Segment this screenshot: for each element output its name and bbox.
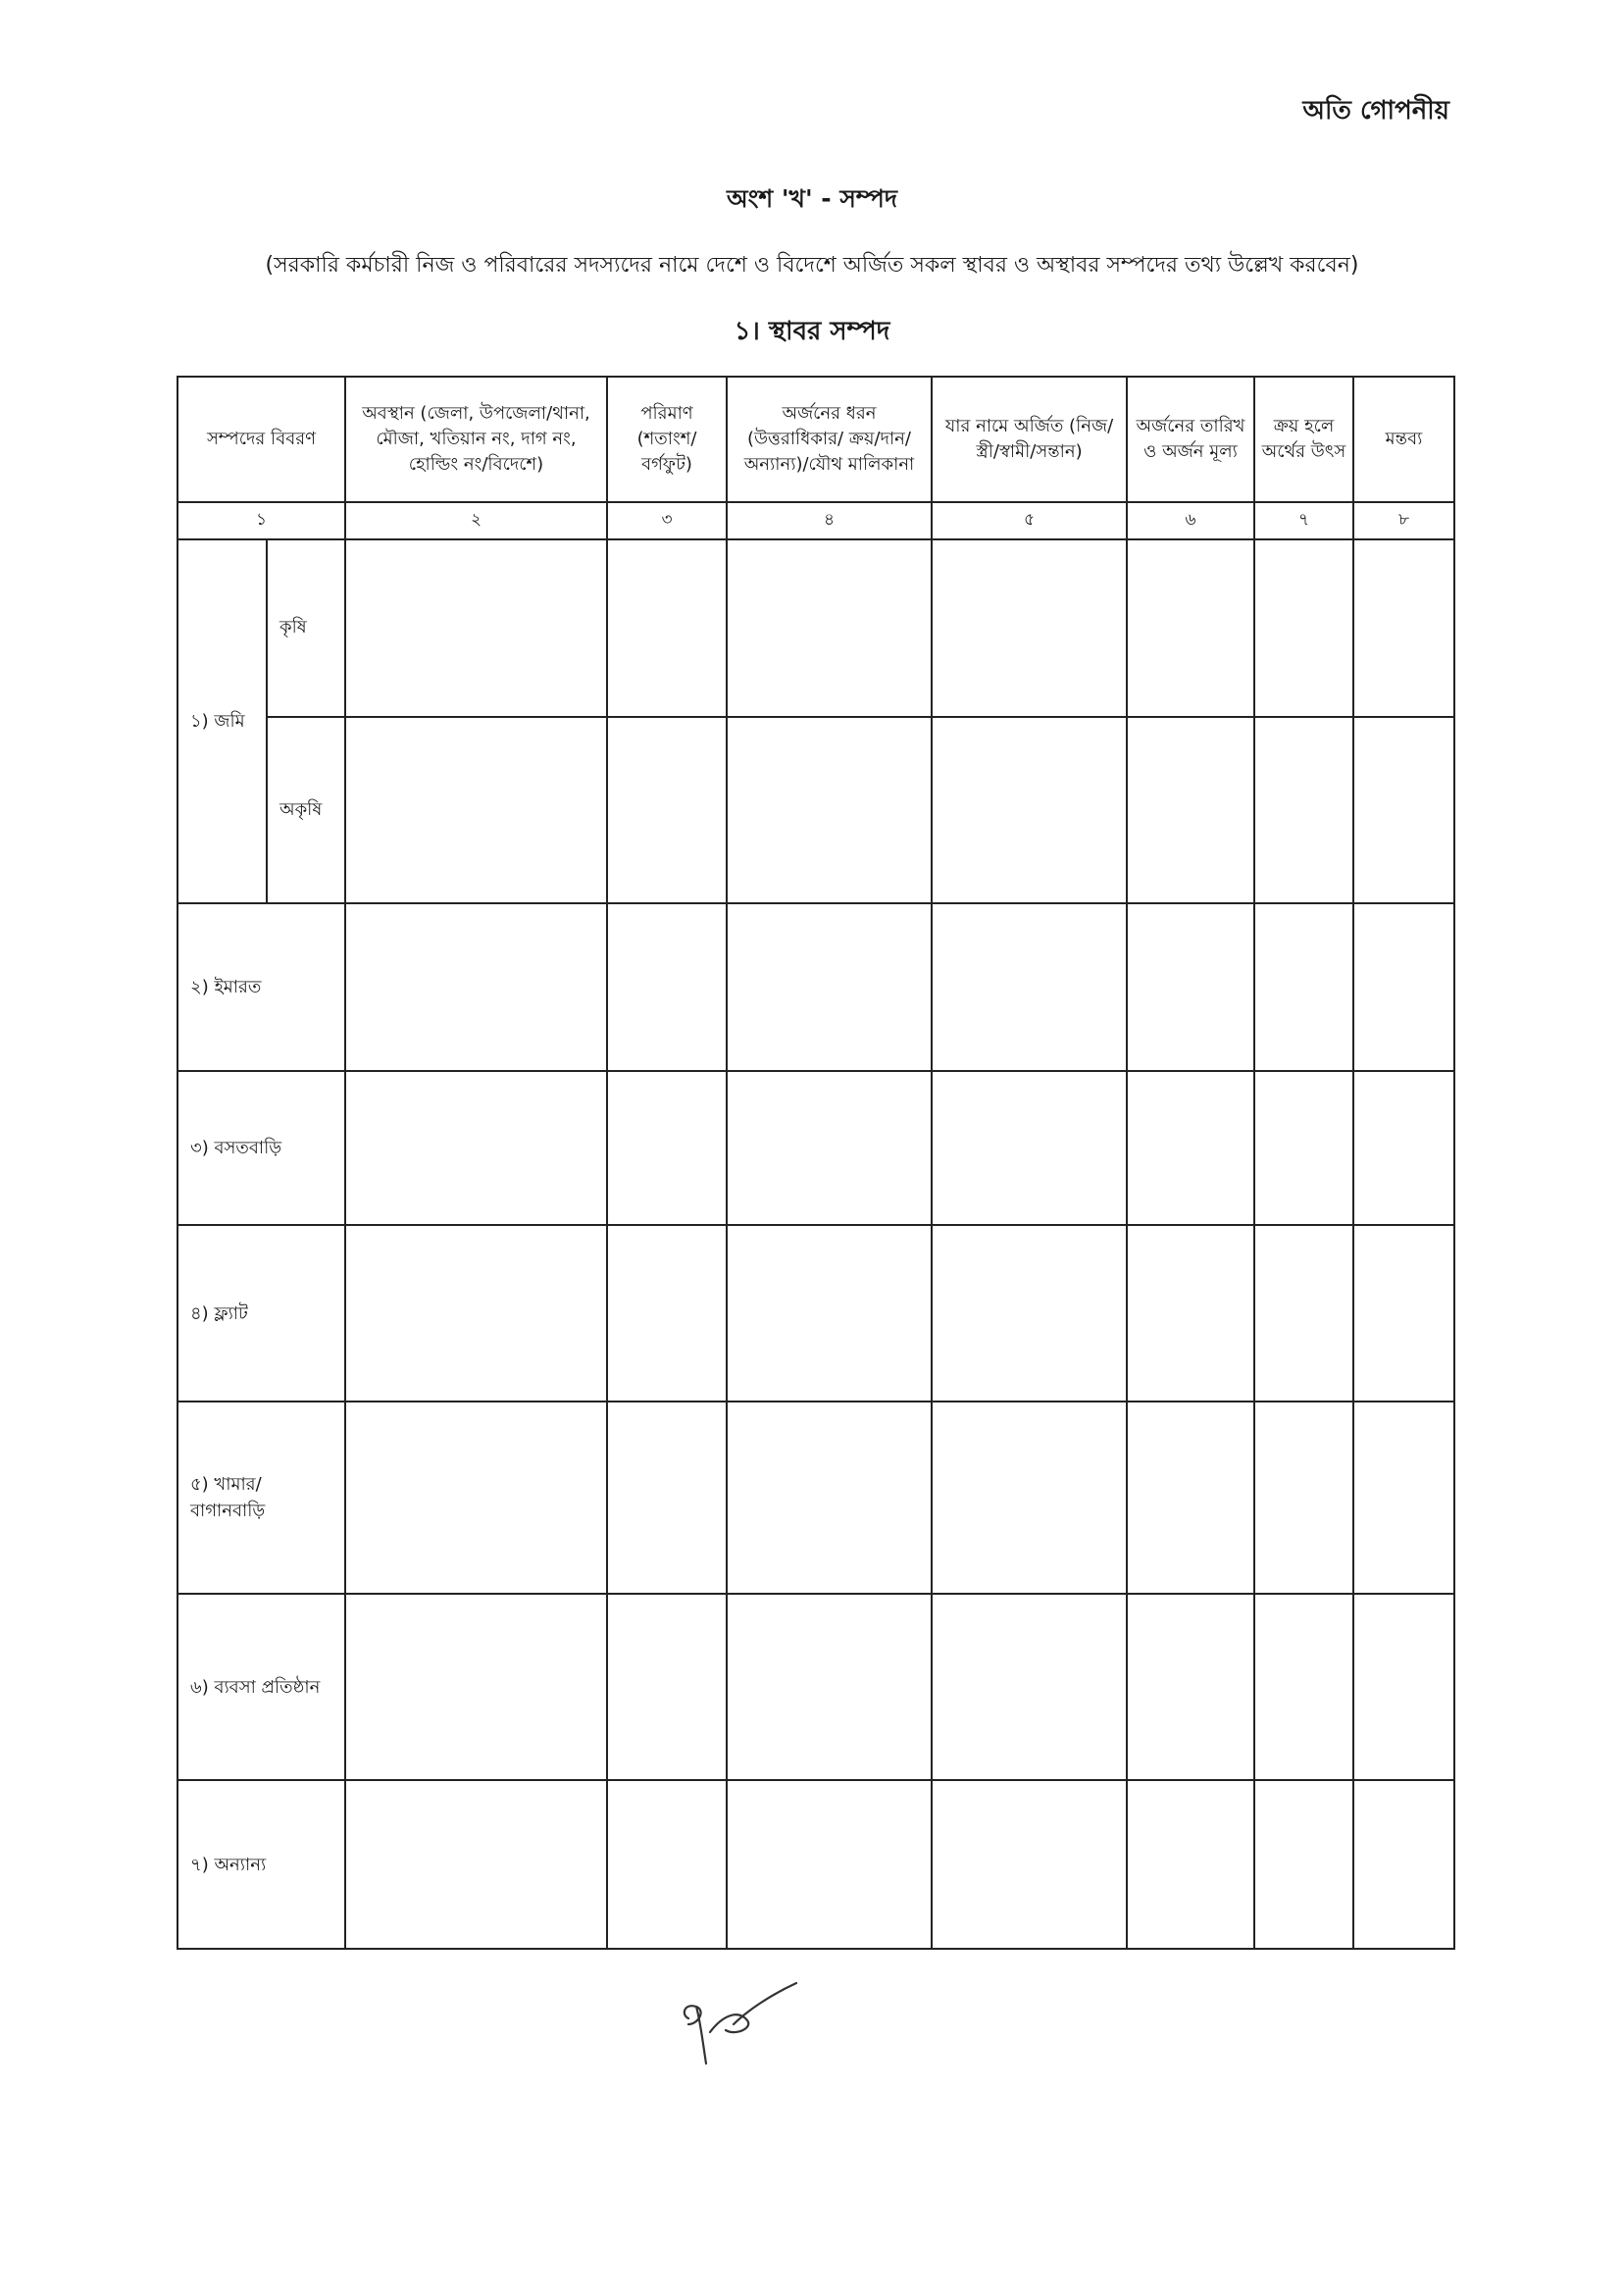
immovable-asset-table xyxy=(177,376,1455,1950)
entry-cell[interactable] xyxy=(1353,539,1454,717)
entry-cell[interactable] xyxy=(1127,1594,1254,1780)
entry-cell[interactable] xyxy=(1254,903,1353,1071)
entry-cell[interactable] xyxy=(727,1071,932,1225)
column-number: ৩ xyxy=(607,502,727,539)
table-row-business xyxy=(178,1594,1454,1780)
entry-cell[interactable] xyxy=(607,717,727,903)
header-fund-source: ক্রয় হলে অর্থের উৎস xyxy=(1254,377,1353,502)
entry-cell[interactable] xyxy=(607,1780,727,1949)
column-number: ২ xyxy=(345,502,607,539)
row-label-farm: ৫) খামার/ বাগানবাড়ি xyxy=(178,1402,345,1594)
entry-cell[interactable] xyxy=(345,1402,607,1594)
table-row-farm xyxy=(178,1402,1454,1594)
entry-cell[interactable] xyxy=(1353,1402,1454,1594)
section-title: ১। স্থাবর সম্পদ xyxy=(734,317,890,346)
entry-cell[interactable] xyxy=(727,1402,932,1594)
table-row-land-non-agricultural xyxy=(178,717,1454,903)
entry-cell[interactable] xyxy=(932,1780,1127,1949)
entry-cell[interactable] xyxy=(345,539,607,717)
classification-label: অতি গোপনীয় xyxy=(1302,96,1449,126)
signature-mark xyxy=(677,1981,804,2069)
entry-cell[interactable] xyxy=(1254,1780,1353,1949)
header-acquisition-date-value: অর্জনের তারিখ ও অর্জন মূল্য xyxy=(1127,377,1254,502)
entry-cell[interactable] xyxy=(607,1071,727,1225)
entry-cell[interactable] xyxy=(1353,1594,1454,1780)
part-title: অংশ 'খ' - সম্পদ xyxy=(726,184,898,213)
table-row-residence xyxy=(178,1071,1454,1225)
entry-cell[interactable] xyxy=(727,539,932,717)
entry-cell[interactable] xyxy=(1254,1402,1353,1594)
header-quantity: পরিমাণ (শতাংশ/ বর্গফুট) xyxy=(607,377,727,502)
entry-cell[interactable] xyxy=(1127,717,1254,903)
entry-cell[interactable] xyxy=(932,1402,1127,1594)
entry-cell[interactable] xyxy=(1127,903,1254,1071)
row-label-flat: ৪) ফ্ল্যাট xyxy=(178,1225,345,1402)
entry-cell[interactable] xyxy=(1127,1225,1254,1402)
table-row-flat xyxy=(178,1225,1454,1402)
row-label-other: ৭) অন্যান্য xyxy=(178,1780,345,1949)
row-label-building: ২) ইমারত xyxy=(178,903,345,1071)
table-row-other xyxy=(178,1780,1454,1949)
instruction-text: (সরকারি কর্মচারী নিজ ও পরিবারের সদস্যদের নামে দেশে ও বিদেশে অর্জিত সকল স্থাবর ও অস্থাবর সম্পদের তথ্য উল্লেখ করবেন) xyxy=(265,253,1359,278)
header-asset-description: সম্পদের বিবরণ xyxy=(178,377,345,502)
entry-cell[interactable] xyxy=(932,1225,1127,1402)
entry-cell[interactable] xyxy=(1127,539,1254,717)
row-label-business: ৬) ব্যবসা প্রতিষ্ঠান xyxy=(178,1594,345,1780)
entry-cell[interactable] xyxy=(607,903,727,1071)
entry-cell[interactable] xyxy=(607,1594,727,1780)
entry-cell[interactable] xyxy=(1254,717,1353,903)
sub-label-agricultural: কৃষি xyxy=(267,539,345,717)
entry-cell[interactable] xyxy=(1254,1594,1353,1780)
entry-cell[interactable] xyxy=(1353,1225,1454,1402)
table-row-building xyxy=(178,903,1454,1071)
entry-cell[interactable] xyxy=(345,717,607,903)
column-number: ৪ xyxy=(727,502,932,539)
entry-cell[interactable] xyxy=(345,1225,607,1402)
column-number: ৭ xyxy=(1254,502,1353,539)
entry-cell[interactable] xyxy=(607,1225,727,1402)
header-acquisition-type: অর্জনের ধরন (উত্তরাধিকার/ ক্রয়/দান/অন্যান্য)/যৌথ মালিকানা xyxy=(727,377,932,502)
entry-cell[interactable] xyxy=(1127,1402,1254,1594)
header-row xyxy=(178,377,1454,502)
entry-cell[interactable] xyxy=(1353,903,1454,1071)
entry-cell[interactable] xyxy=(727,717,932,903)
entry-cell[interactable] xyxy=(932,539,1127,717)
entry-cell[interactable] xyxy=(932,717,1127,903)
row-label-land: ১) জমি xyxy=(178,539,267,903)
column-number: ১ xyxy=(178,502,345,539)
entry-cell[interactable] xyxy=(932,1071,1127,1225)
entry-cell[interactable] xyxy=(727,1225,932,1402)
entry-cell[interactable] xyxy=(1127,1071,1254,1225)
entry-cell[interactable] xyxy=(727,1594,932,1780)
entry-cell[interactable] xyxy=(1254,1225,1353,1402)
entry-cell[interactable] xyxy=(1127,1780,1254,1949)
entry-cell[interactable] xyxy=(607,539,727,717)
sub-label-non-agricultural: অকৃষি xyxy=(267,717,345,903)
entry-cell[interactable] xyxy=(345,1780,607,1949)
entry-cell[interactable] xyxy=(1353,1780,1454,1949)
header-remarks: মন্তব্য xyxy=(1353,377,1454,502)
row-label-residence: ৩) বসতবাড়ি xyxy=(178,1071,345,1225)
entry-cell[interactable] xyxy=(932,903,1127,1071)
entry-cell[interactable] xyxy=(345,1071,607,1225)
entry-cell[interactable] xyxy=(345,1594,607,1780)
header-location: অবস্থান (জেলা, উপজেলা/থানা, মৌজা, খতিয়ান নং, দাগ নং, হোল্ডিং নং/বিদেশে) xyxy=(345,377,607,502)
entry-cell[interactable] xyxy=(1254,1071,1353,1225)
entry-cell[interactable] xyxy=(1353,717,1454,903)
entry-cell[interactable] xyxy=(345,903,607,1071)
column-number: ৫ xyxy=(932,502,1127,539)
column-number-row xyxy=(178,502,1454,539)
entry-cell[interactable] xyxy=(727,1780,932,1949)
column-number: ৮ xyxy=(1353,502,1454,539)
entry-cell[interactable] xyxy=(1353,1071,1454,1225)
header-acquired-name: যার নামে অর্জিত (নিজ/ স্ত্রী/স্বামী/সন্তান) xyxy=(932,377,1127,502)
entry-cell[interactable] xyxy=(727,903,932,1071)
entry-cell[interactable] xyxy=(1254,539,1353,717)
table-row-land-agricultural xyxy=(178,539,1454,717)
entry-cell[interactable] xyxy=(607,1402,727,1594)
column-number: ৬ xyxy=(1127,502,1254,539)
entry-cell[interactable] xyxy=(932,1594,1127,1780)
